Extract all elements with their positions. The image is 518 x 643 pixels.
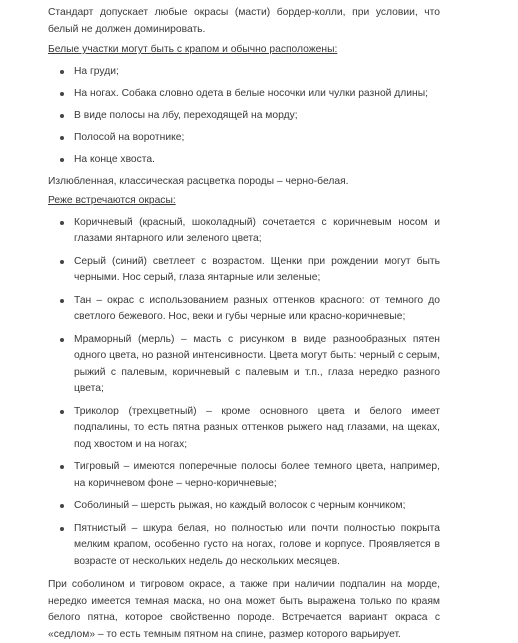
list-item: Пятнистый – шкура белая, но полностью или почти полностью покрыта мелким крапом, особенно густо на ногах, голове и корпусе. Проявляется в возрасте от нескольких недель до нескольких месяцев. xyxy=(60,521,440,571)
list-item: На конце хвоста. xyxy=(60,152,440,169)
white-markings-list xyxy=(48,64,440,169)
list-item: Мраморный (мерль) – масть с рисунком в виде разнообразных пятен одного цвета, но разной интенсивности. Цвета могут быть: черный с серым, рыжий с палевым, коричневый с палевым и т.п., глаза нередко разного цвета; xyxy=(60,332,440,398)
list-item: Серый (синий) светлеет с возрастом. Щенки при рождении могут быть черными. Нос серый, глаза янтарные или зеленые; xyxy=(60,254,440,287)
classic-color-paragraph: Излюбленная, классическая расцветка породы – черно-белая. xyxy=(48,175,349,187)
rare-colors-heading: Реже встречаются окрасы: xyxy=(48,195,176,206)
rare-colors-list xyxy=(48,215,440,571)
list-item: Тан – окрас с использованием разных оттенков красного: от темного до светлого бежевого. Нос, веки и губы черные или красно-коричневые; xyxy=(60,293,440,326)
final-paragraph: При соболином и тигровом окрасе, а также при наличии подпалин на морде, нередко имеется темная маска, но она может быть выражена только по краям белого пятна, которое свойственно породе. Встречается вариант окраса с «седлом» – то есть темным пятном на спине, размер которого варьирует. xyxy=(48,579,440,640)
white-markings-heading: Белые участки могут быть с крапом и обычно расположены: xyxy=(48,44,338,55)
article-body xyxy=(48,5,440,643)
list-item: Тигровый – имеются поперечные полосы более темного цвета, например, на коричневом фоне – черно-коричневые; xyxy=(60,459,440,492)
list-item: В виде полосы на лбу, переходящей на морду; xyxy=(60,108,440,125)
list-item: На груди; xyxy=(60,64,440,81)
list-item: Триколор (трехцветный) – кроме основного цвета и белого имеет подпалины, то есть пятна разных оттенков рыжего над глазами, на щеках, под хвостом и на ногах; xyxy=(60,404,440,454)
list-item: На ногах. Собака словно одета в белые носочки или чулки разной длины; xyxy=(60,86,440,103)
list-item: Коричневый (красный, шоколадный) сочетается с коричневым носом и глазами янтарного или зеленого цвета; xyxy=(60,215,440,248)
intro-paragraph: Стандарт допускает любые окрасы (масти) бордер-колли, при условии, что белый не должен доминировать. xyxy=(48,7,440,35)
list-item: Соболиный – шерсть рыжая, но каждый волосок с черным кончиком; xyxy=(60,498,440,515)
list-item: Полосой на воротнике; xyxy=(60,130,440,147)
